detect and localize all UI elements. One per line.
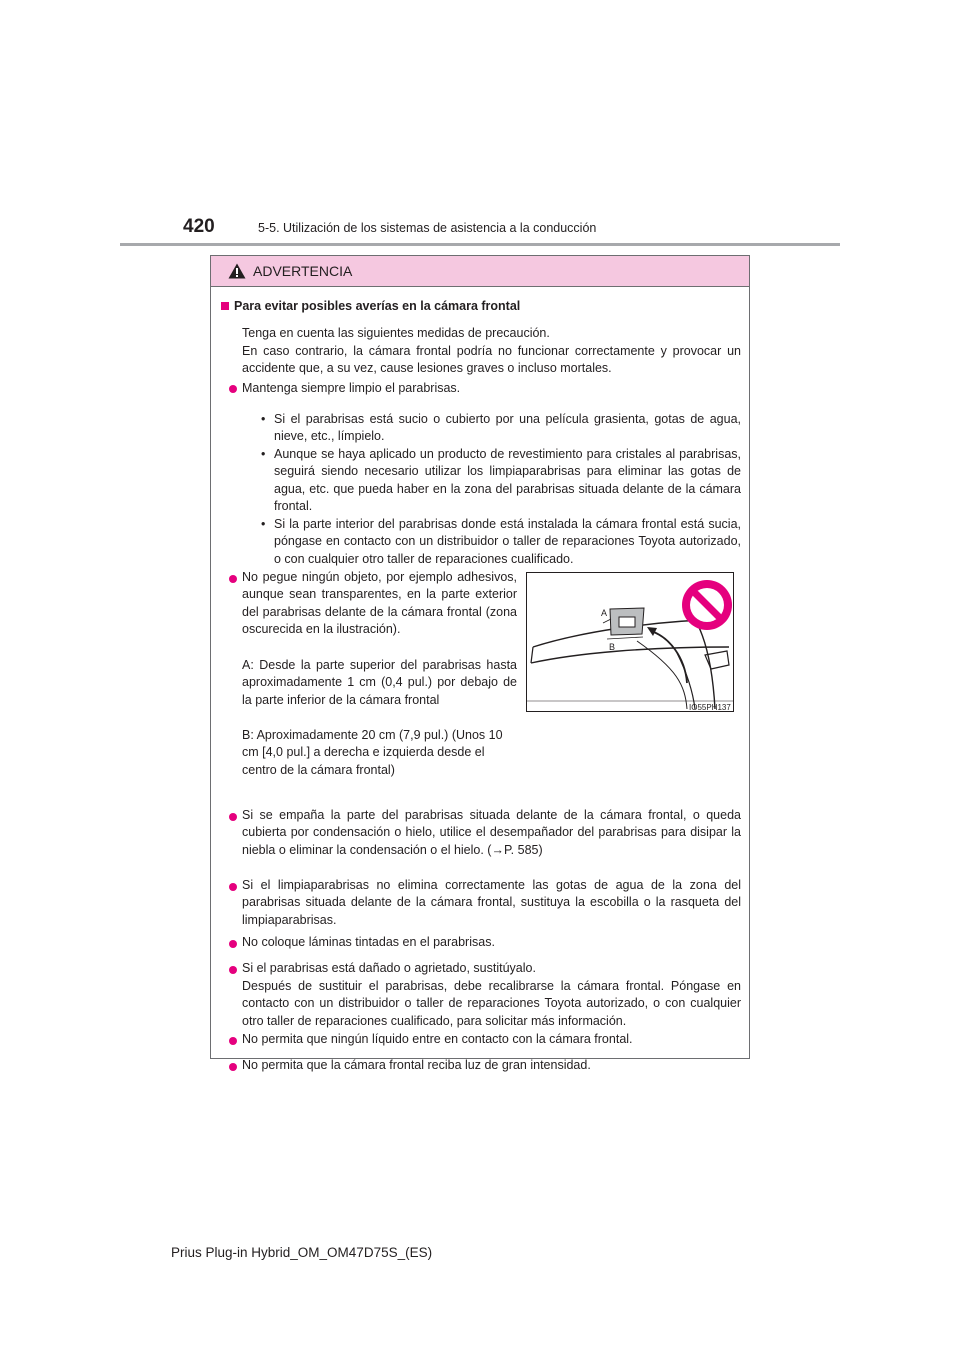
item-no-stickers: No pegue ningún objeto, por ejemplo adhesivos, aunque sean transparentes, en la parte exterior del parabrisas delante de la cámara frontal (zona oscurecida en la ilustración). xyxy=(242,570,517,637)
sub-bullet-icon: • xyxy=(261,447,266,461)
bullet-dot-icon xyxy=(229,940,237,948)
item-liquid: No permita que ningún líquido entre en contacto con la cámara frontal. xyxy=(242,1032,633,1046)
marker-b: B xyxy=(609,642,616,652)
warning-heading: Para evitar posibles averías en la cámara frontal xyxy=(234,299,521,313)
subitem-coating: Aunque se haya aplicado un producto de revestimiento para cristales al parabrisas, seguirá siendo necesario utilizar los limpiaparabrisas para eliminar las gotas de agua, etc. que pueda haber en la zona del parabrisas situada delante de la cámara frontal. xyxy=(274,447,741,514)
label-a: A: Desde la parte superior del parabrisas hasta aproximadamente 1 cm (0,4 pul.) por debajo de la parte inferior de la cámara frontal xyxy=(242,658,517,707)
item-damaged-detail: Después de sustituir el parabrisas, debe recalibrarse la cámara frontal. Póngase en contacto con un distribuidor o taller de reparaciones Toyota autorizado, o con cualquier otro taller de reparaciones cualificado, para solicitar más información. xyxy=(242,979,741,1028)
illustration-code: IO55PH137 xyxy=(689,703,731,712)
item-defogger: Si se empaña la parte del parabrisas situada delante de la cámara frontal, o queda cubierta por condensación o hielo, utilice el desempañador del parabrisas para disipar la niebla o eliminar la condensación o el hielo. (→P. 585) xyxy=(242,808,741,857)
item-damaged: Si el parabrisas está dañado o agrietado, sustitúyalo. xyxy=(242,961,536,975)
bullet-dot-icon xyxy=(229,385,237,393)
bullet-dot-icon xyxy=(229,1063,237,1071)
bullet-dot-icon xyxy=(229,575,237,583)
subitem-dirty: Si el parabrisas está sucio o cubierto por una película grasienta, gotas de agua, nieve, etc., límpielo. xyxy=(274,412,741,444)
item-light: No permita que la cámara frontal reciba luz de gran intensidad. xyxy=(242,1058,591,1072)
page-number: 420 xyxy=(183,216,215,237)
subitem-interior: Si la parte interior del parabrisas donde está instalada la cámara frontal está sucia, póngase en contacto con un distribuidor o taller de reparaciones Toyota autorizado, o con cualquier otro taller de reparaciones cualificado. xyxy=(274,517,741,566)
intro-line-2: En caso contrario, la cámara frontal podría no funcionar correctamente y provocar un accidente que, a su vez, cause lesiones graves o incluso mortales. xyxy=(242,344,741,376)
item-clean-windshield: Mantenga siempre limpio el parabrisas. xyxy=(242,381,461,395)
heading-square-icon xyxy=(221,302,229,310)
sub-bullet-icon: • xyxy=(261,517,266,531)
sub-bullet-icon: • xyxy=(261,412,266,426)
bullet-dot-icon xyxy=(229,813,237,821)
item-tint: No coloque láminas tintadas en el parabrisas. xyxy=(242,935,495,949)
marker-a: A xyxy=(601,608,608,618)
warning-box xyxy=(210,255,750,1072)
warning-triangle-icon xyxy=(228,263,246,279)
section-title: 5-5. Utilización de los sistemas de asistencia a la conducción xyxy=(258,221,597,235)
item-wipers: Si el limpiaparabrisas no elimina correctamente las gotas de agua de la zona del parabrisas situada delante de la cámara frontal, sustituya la escobilla o la rasqueta del limpiaparabrisas. xyxy=(242,878,741,927)
windshield-camera-drawing xyxy=(527,573,733,711)
intro-line-1: Tenga en cuenta las siguientes medidas de precaución. xyxy=(242,326,550,340)
bullet-dot-icon xyxy=(229,883,237,891)
windshield-illustration xyxy=(526,572,734,712)
warning-title: ADVERTENCIA xyxy=(253,263,353,279)
label-b: B: Aproximadamente 20 cm (7,9 pul.) (Unos 10 cm [4,0 pul.] a derecha e izquierda desde el centro de la cámara frontal) xyxy=(242,728,503,777)
bullet-dot-icon xyxy=(229,966,237,974)
header-rule xyxy=(120,243,840,246)
footer-text: Prius Plug-in Hybrid_OM_OM47D75S_(ES) xyxy=(171,1245,433,1260)
warning-header xyxy=(211,256,749,287)
bullet-dot-icon xyxy=(229,1037,237,1045)
